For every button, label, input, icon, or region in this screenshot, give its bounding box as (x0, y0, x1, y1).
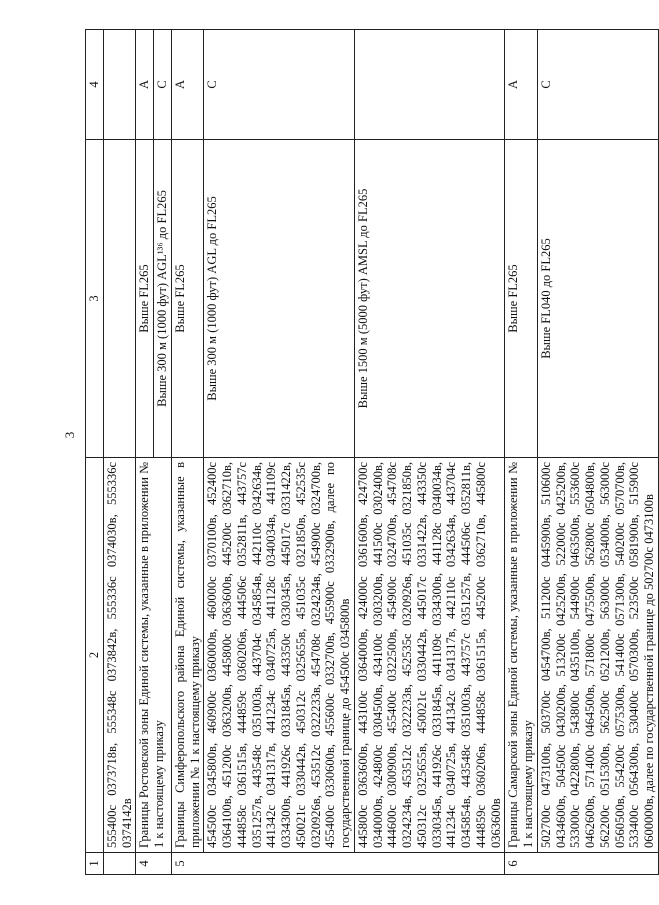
table-row (136, 30, 154, 875)
airspace-table (85, 29, 659, 875)
altitude-limit: Выше FL265 (505, 140, 538, 458)
row-number: 6 (505, 853, 659, 875)
airspace-class: A (505, 30, 538, 140)
zone-description: Границы Ростовской зоны Единой системы, указанные в приложении № 1 к настоящему приказу (136, 458, 172, 853)
header-col-1: 1 (86, 853, 104, 875)
table-row (537, 30, 658, 875)
boundary-coords: 502700с 0473100в, 503700с 0454700в, 511200с 0445900в, 510600с 0434600в, 504500с 0430200в, 513200с 0425200в, 522000с 0425200в, 533000с 0422800в, 543800с 0435100в, 544900с 0463500в, 553600с 0462600в, 571400с 0464500в, 571800с 0475500в, 562800с 0504800в, 562200с 0515300в, 562500с 0521200в, 563000с 0534000в, 563000с 0560500в, 554200с 0575300в, 541400с 0571300в, 540200с 0570700в, 533400с 0564300в, 530400с 0570300в, 523500с 0581900в, 515900с 0600000в, далее по государственной границе до 502700с 0473100в (537, 458, 658, 853)
altitude-limit: Выше 300 м (1000 фут) AGL¹³⁶ до FL265 (154, 140, 172, 458)
rotated-page (85, 30, 656, 875)
header-row (86, 30, 104, 875)
table-row (171, 30, 204, 875)
altitude-limit: Выше FL265 (171, 140, 204, 458)
header-col-2: 2 (86, 458, 104, 853)
altitude-limit: Выше 1500 м (5000 фут) AMSL до FL265 (354, 140, 505, 458)
row-number: 5 (171, 853, 505, 875)
airspace-class: C (537, 30, 658, 140)
altitude-limit: Выше 300 м (1000 фут) AGL до FL265 (204, 140, 355, 458)
boundary-coords: 454500с 0345800в, 460900с 0360000в, 460000с 0370100в, 452400с 0364100в, 451200с 0363200в, 445800с 0363600в, 445200с 0362710в, 444858с 0361515в, 444859с 0360206в, 444506с 0352811в, 443757с 0351257в, 443548с 0351003в, 443704с 0345854в, 442110с 0342634в, 441342с 0341317в, 441234с 0340725в, 441128с 0340034в, 441109с 0334300в, 441926с 0331845в, 443350с 0330345в, 445017с 0331422в, 450021с 0330442в, 450312с 0325655в, 451035с 0321850в, 452535с 0320926в, 453512с 0322233в, 454708с 0324234в, 454900с 0324700в, 455400с 0330600в, 455600с 0332700в, 455900с 0332900в, далее по государственной границе до 454500с 0345800в (204, 458, 355, 853)
airspace-class: C (204, 30, 355, 140)
table-row (103, 30, 136, 875)
altitude-limit: Выше FL265 (136, 140, 154, 458)
header-col-3: 3 (86, 140, 104, 458)
table-row (204, 30, 355, 875)
header-col-4: 4 (86, 30, 104, 140)
page-number: 3 (62, 431, 77, 439)
row-number: 4 (136, 853, 172, 875)
airspace-class: A (136, 30, 154, 140)
continued-coords: 555400с 0373718в, 555348с 0373842в, 555336с 0374030в, 555336с 0374142в (103, 458, 136, 853)
boundary-coords: 445800с 0363600в, 443100с 0364000в, 424000с 0361600в, 424700с 0340000в, 424800с 0304500в, 434100с 0303200в, 441500с 0302400в, 444600с 0300900в, 455400с 0322500в, 454900с 0324700в, 454708с 0324234в, 453512с 0322233в, 452535с 0320926в, 451035с 0321850в, 450312с 0325655в, 450021с 0330442в, 445017с 0331422в, 443350с 0330345в, 441926с 0331845в, 441109с 0334300в, 441128с 0340034в, 441234с 0340725в, 441342с 0341317в, 442110с 0342634в, 443704с 0345854в, 443548с 0351003в, 443757с 0351257в, 444506с 0352811в, 444859с 0360206в, 444858с 0361515в, 445200с 0362710в, 445800с 0363600в (354, 458, 505, 853)
table-row (354, 30, 505, 875)
zone-description: Границы Симферопольского района Единой системы, указанные в приложении № 1 к настоящему приказу (171, 458, 204, 853)
airspace-class: C (154, 30, 172, 140)
airspace-class: A (171, 30, 204, 140)
table-row (505, 30, 538, 875)
altitude-limit: Выше FL040 до FL265 (537, 140, 658, 458)
zone-description: Границы Самарской зоны Единой системы, указанные в приложении № 1 к настоящему приказу (505, 458, 538, 853)
